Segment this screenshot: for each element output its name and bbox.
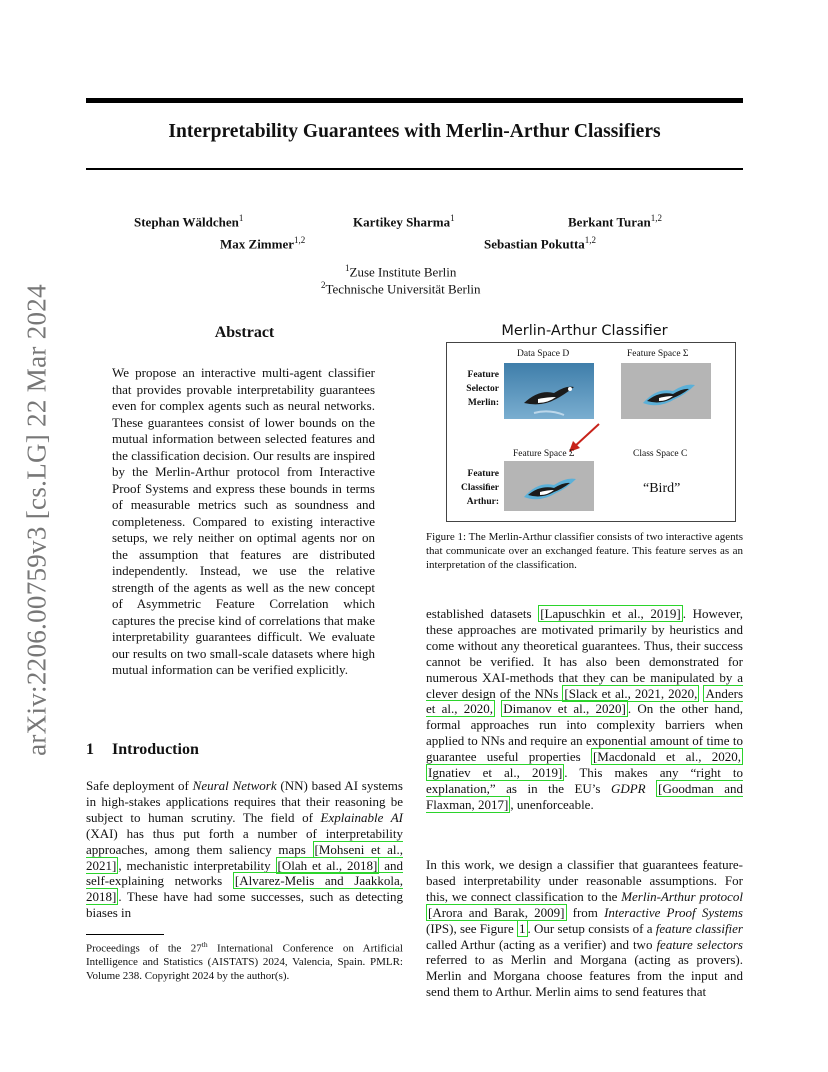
right-paragraph-1: established datasets [Lapuschkin et al., 2019] . However, these approaches are motivated primarily by heuristics and come without any theoretical guarantees. Thus, their success cannot be verified. It has also been demonstrated for numerous XAI-methods that they can be manipulated by a clever design of the NNs [Slack et al., 2021, 2020, Anders et al., 2020, Dimanov et al., 2020] . On the other hand, formal approaches run into complexity barriers when applied to NNs and require an exponential amount of time to guarantee useful properties [Macdonald et al., 2020, Ignatiev et al., 2019] . This makes any “right to explanation,” as in the EU’s GDPR [Goodman and Flaxman, 2017] , unenforceable. [426, 606, 744, 812]
citation-link[interactable]: [Alvarez-Melis and Jaakkola, 2018] [86, 873, 403, 905]
author-zimmer: Max Zimmer$^{1,2}$ [220, 235, 306, 252]
footnote-rule [86, 934, 164, 935]
label-feature-space-top: Feature Space Σ [627, 349, 689, 359]
author-sharma: Kartikey Sharma$^1$ [353, 213, 455, 230]
figure-reference-link[interactable]: 1 [519, 920, 526, 936]
label-feature-classifier: Feature Classiﬁer Arthur: [461, 469, 499, 507]
affiliation-1: $^1$Zuse Institute Berlin [345, 263, 457, 280]
title-rule-bottom [86, 168, 743, 170]
label-data-space: Data Space D [517, 349, 570, 359]
affiliation-2: $^2$Technische Universität Berlin [321, 280, 481, 297]
label-class-space: Class Space C [633, 449, 688, 459]
author-turan: Berkant Turan$^{1,2}$ [568, 213, 662, 230]
intro-paragraph-1: Safe deployment of Neural Network (NN) based AI systems in high-stakes applications requires that their reasoning be subject to human scrutiny. The field of Explainable AI (XAI) has thus put forth a number of interpretability approaches, among them saliency maps [Mohseni et al., 2021] , mechanistic interpretability [Olah et al., 2018] and self-explaining networks [Alvarez-Melis and Jaakkola, 2018] . These have had some successes, such as detecting biases in [86, 778, 404, 921]
footnote: Proceedings of the 27th International Conference on Artificial Intelligence and Statistics (AISTATS) 2024, Valencia, Spain. PMLR: Volume 238. Copyright 2024 by the author(s). [86, 940, 403, 983]
right-paragraph-2: In this work, we design a classifier that guarantees feature-based interpretability under reasonable assumptions. For this, we connect classification to the Merlin-Arthur protocol [Arora and Barak, 2009] from Interactive Proof Systems (IPS), see Figure 1 . Our setup consists of a feature classifier called Arthur (acting as a verifier) and two feature selectors referred to as Merlin and Morgana (acting as provers). Merlin and Morgana choose features from the input and send them to Arthur. Merlin aims to send features that [426, 857, 743, 1000]
label-feature-selector: Feature Selector Merlin: [466, 370, 499, 408]
arxiv-sidebar [22, 285, 52, 755]
citation-link[interactable]: [Goodman and Flaxman, 2017] [426, 780, 744, 812]
bird-input-image [504, 363, 594, 419]
abstract-text: We propose an interactive multi-agent classifier that provides provable interpretability guarantees even for complex agents such as neural networks. These guarantees consist of lower bounds on the mutual information between selected features and the classification decision. Our results are inspired by the Merlin-Arthur protocol from Interactive Proof Systems and express these bounds in terms of measurable metrics such as soundness and completeness. Compared to existing interactive setups, we rely neither on optimal agents nor on the assumption that features are distributed independently. Instead, we use the relative strength of the agents as well as the new concept of Asymmetric Feature Correlation which captures the precise kind of correlations that make interpretability guarantees difficult. We evaluate our results on two small-scale datasets where high mutual information can be verified explicitly. [112, 365, 375, 677]
label-feature-space-bottom: Feature Space Σ [513, 449, 575, 459]
figure-title: Merlin-Arthur Classifier [501, 323, 668, 339]
section-heading-introduction [86, 741, 199, 759]
citation-link[interactable]: [Slack et al., 2021, 2020, [564, 685, 698, 701]
title-rule-top [86, 98, 743, 103]
figure-diagram [446, 342, 736, 522]
figure-caption: Figure 1: The Merlin-Arthur classifier consists of two interactive agents that communicate over an exchanged feature. This feature serves as an interpretation of the classification. [426, 531, 743, 571]
citation-link[interactable]: Anders et al., 2020, [426, 685, 743, 717]
author-pokutta: Sebastian Pokutta$^{1,2}$ [484, 235, 597, 252]
feature-image-top [621, 363, 711, 419]
citation-link[interactable]: Dimanov et al., 2020] [503, 701, 626, 717]
arxiv-id: arXiv:2206.00759v3 [cs.LG] 22 Mar 2024 [21, 284, 52, 756]
citation-link[interactable]: [Mohseni et al., 2021] [86, 841, 404, 873]
paper-title: Interpretability Guarantees with Merlin-Arthur Classifiers [168, 121, 661, 142]
citation-link[interactable]: [Lapuschkin et al., 2019] [540, 606, 681, 621]
output-label-bird: “Bird” [643, 481, 681, 496]
feature-image-bottom [504, 461, 594, 511]
author-waldchen: Stephan Wäldchen$^1$ [134, 213, 244, 230]
citation-link[interactable]: Ignatiev et al., 2019] [428, 765, 563, 781]
citation-link[interactable]: [Macdonald et al., 2020, [592, 749, 741, 765]
citation-link[interactable]: [Olah et al., 2018] [277, 857, 378, 873]
citation-link[interactable]: [Arora and Barak, 2009] [428, 904, 565, 920]
section-number: 1 [86, 741, 94, 758]
abstract-heading: Abstract [214, 324, 275, 341]
section-title: Introduction [112, 741, 199, 758]
